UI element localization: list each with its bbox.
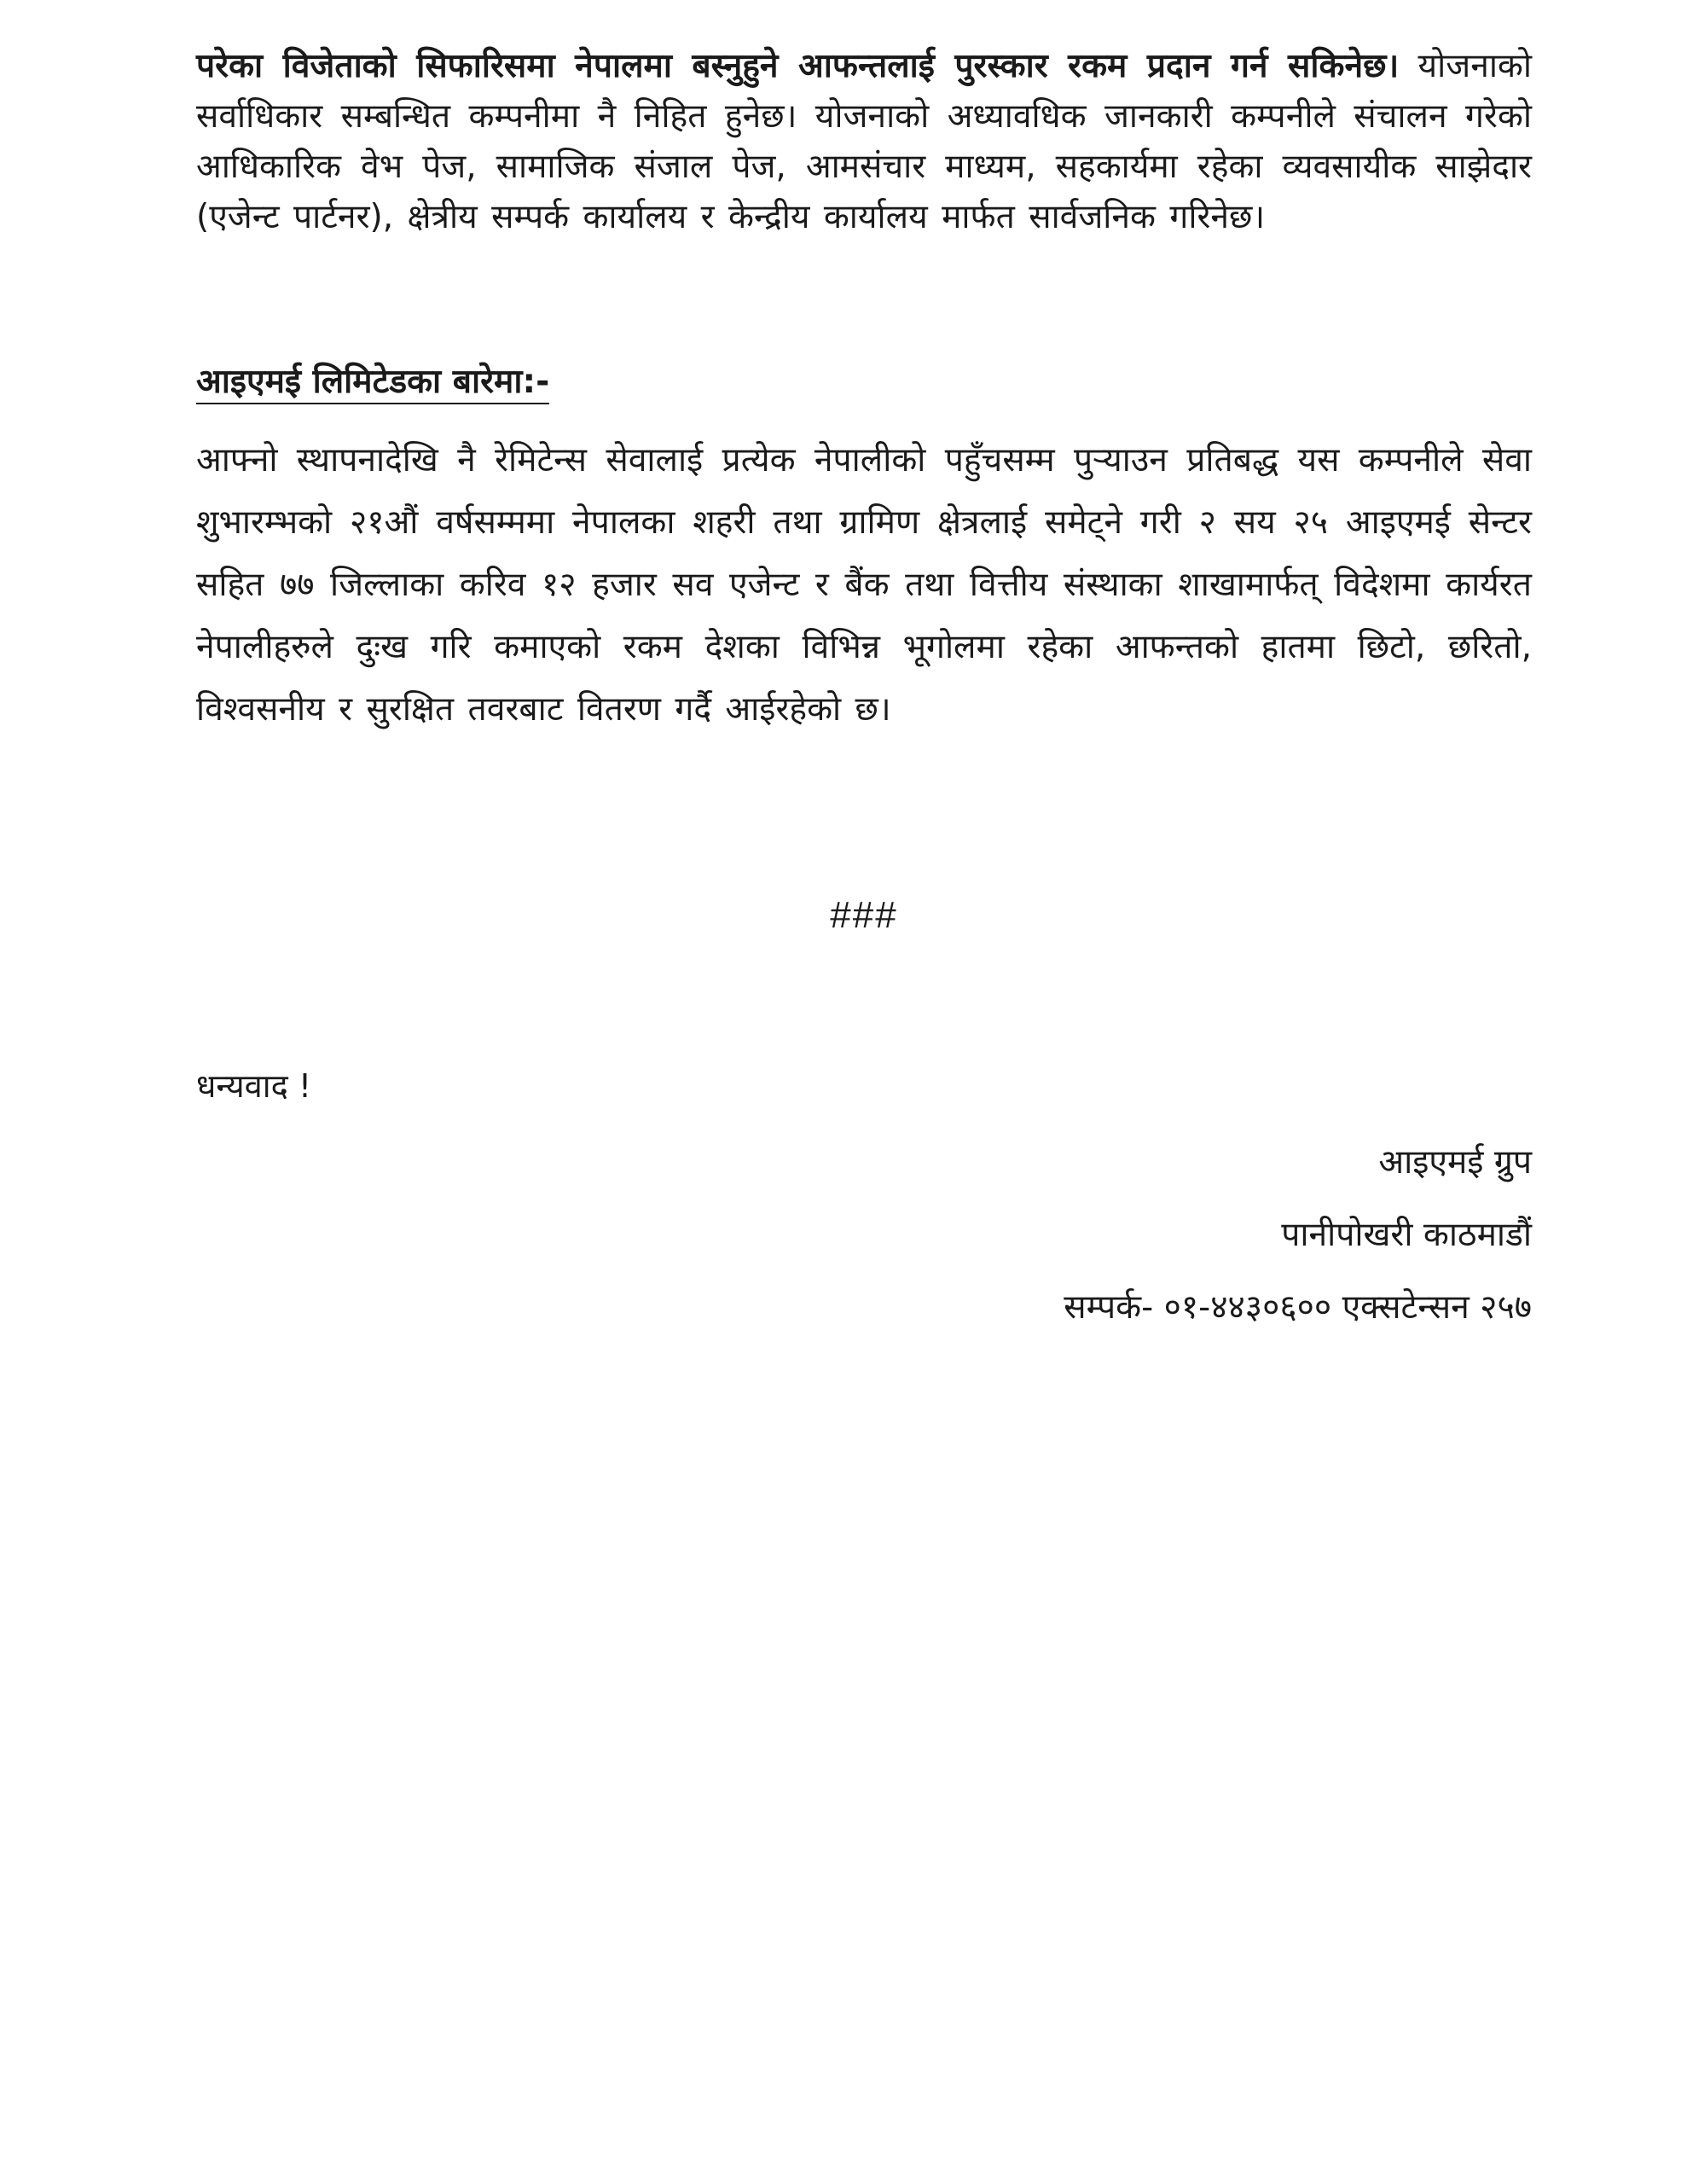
signature-address: पानीपोखरी काठमाडौं [1281,1216,1532,1254]
intro-bold-text: परेका विजेताको सिफारिसमा नेपालमा बस्नुहुने आफन्तलाई पुरस्कार रकम प्रदान गर्न सकिनेछ। [196,47,1400,85]
intro-paragraph [196,41,1532,242]
document-page [196,41,1532,1327]
intro-body-text: योजनाको सर्वाधिकार सम्बन्धित कम्पनीमा नै निहित हुनेछ। योजनाको अध्यावधिक जानकारी कम्पनीले संचालन गरेको आधिकारिक वेभ पेज, सामाजिक संजाल पेज, आमसंचार माध्यम, सहकार्यमा रहेका व्यवसायीक साझेदार (एजेन्ट पार्टनर), क्षेत्रीय सम्पर्क कार्यालय र केन्द्रीय कार्यालय मार्फत सार्वजनिक गरिनेछ। [196,47,1532,236]
about-heading [196,357,549,407]
end-separator: ### [830,894,898,936]
about-paragraph: आफ्नो स्थापनादेखि नै रेमिटेन्स सेवालाई प्रत्येक नेपालीको पहुँचसम्म पुऱ्याउन प्रतिबद्ध यस कम्पनीले सेवा शुभारम्भको २१औं वर्षसम्ममा नेपालका शहरी तथा ग्रामिण क्षेत्रलाई समेट्ने गरी २ सय २५ आइएमई सेन्टर सहित ७७ जिल्लाका करिव १२ हजार सव एजेन्ट र बैंक तथा वित्तीय संस्थाका शाखामार्फत् विदेशमा कार्यरत नेपालीहरुले दुःख गरि कमाएको रकम देशका विभिन्न भूगोलमा रहेका आफन्तको हातमा छिटो, छरितो, विश्वसनीय र सुरक्षित तवरबाट वितरण गर्दै आईरहेको छ। [196,441,1532,729]
signature-org-name: आइएमई ग्रुप [1378,1143,1532,1182]
thanks-text: धन्यवाद ! [196,1067,312,1105]
about-heading-text: आइएमई लिमिटेडका बारेमा:- [196,363,549,404]
signature-contact: सम्पर्क- ०१-४४३०६०० एक्सटेन्सन २५७ [1064,1288,1532,1327]
